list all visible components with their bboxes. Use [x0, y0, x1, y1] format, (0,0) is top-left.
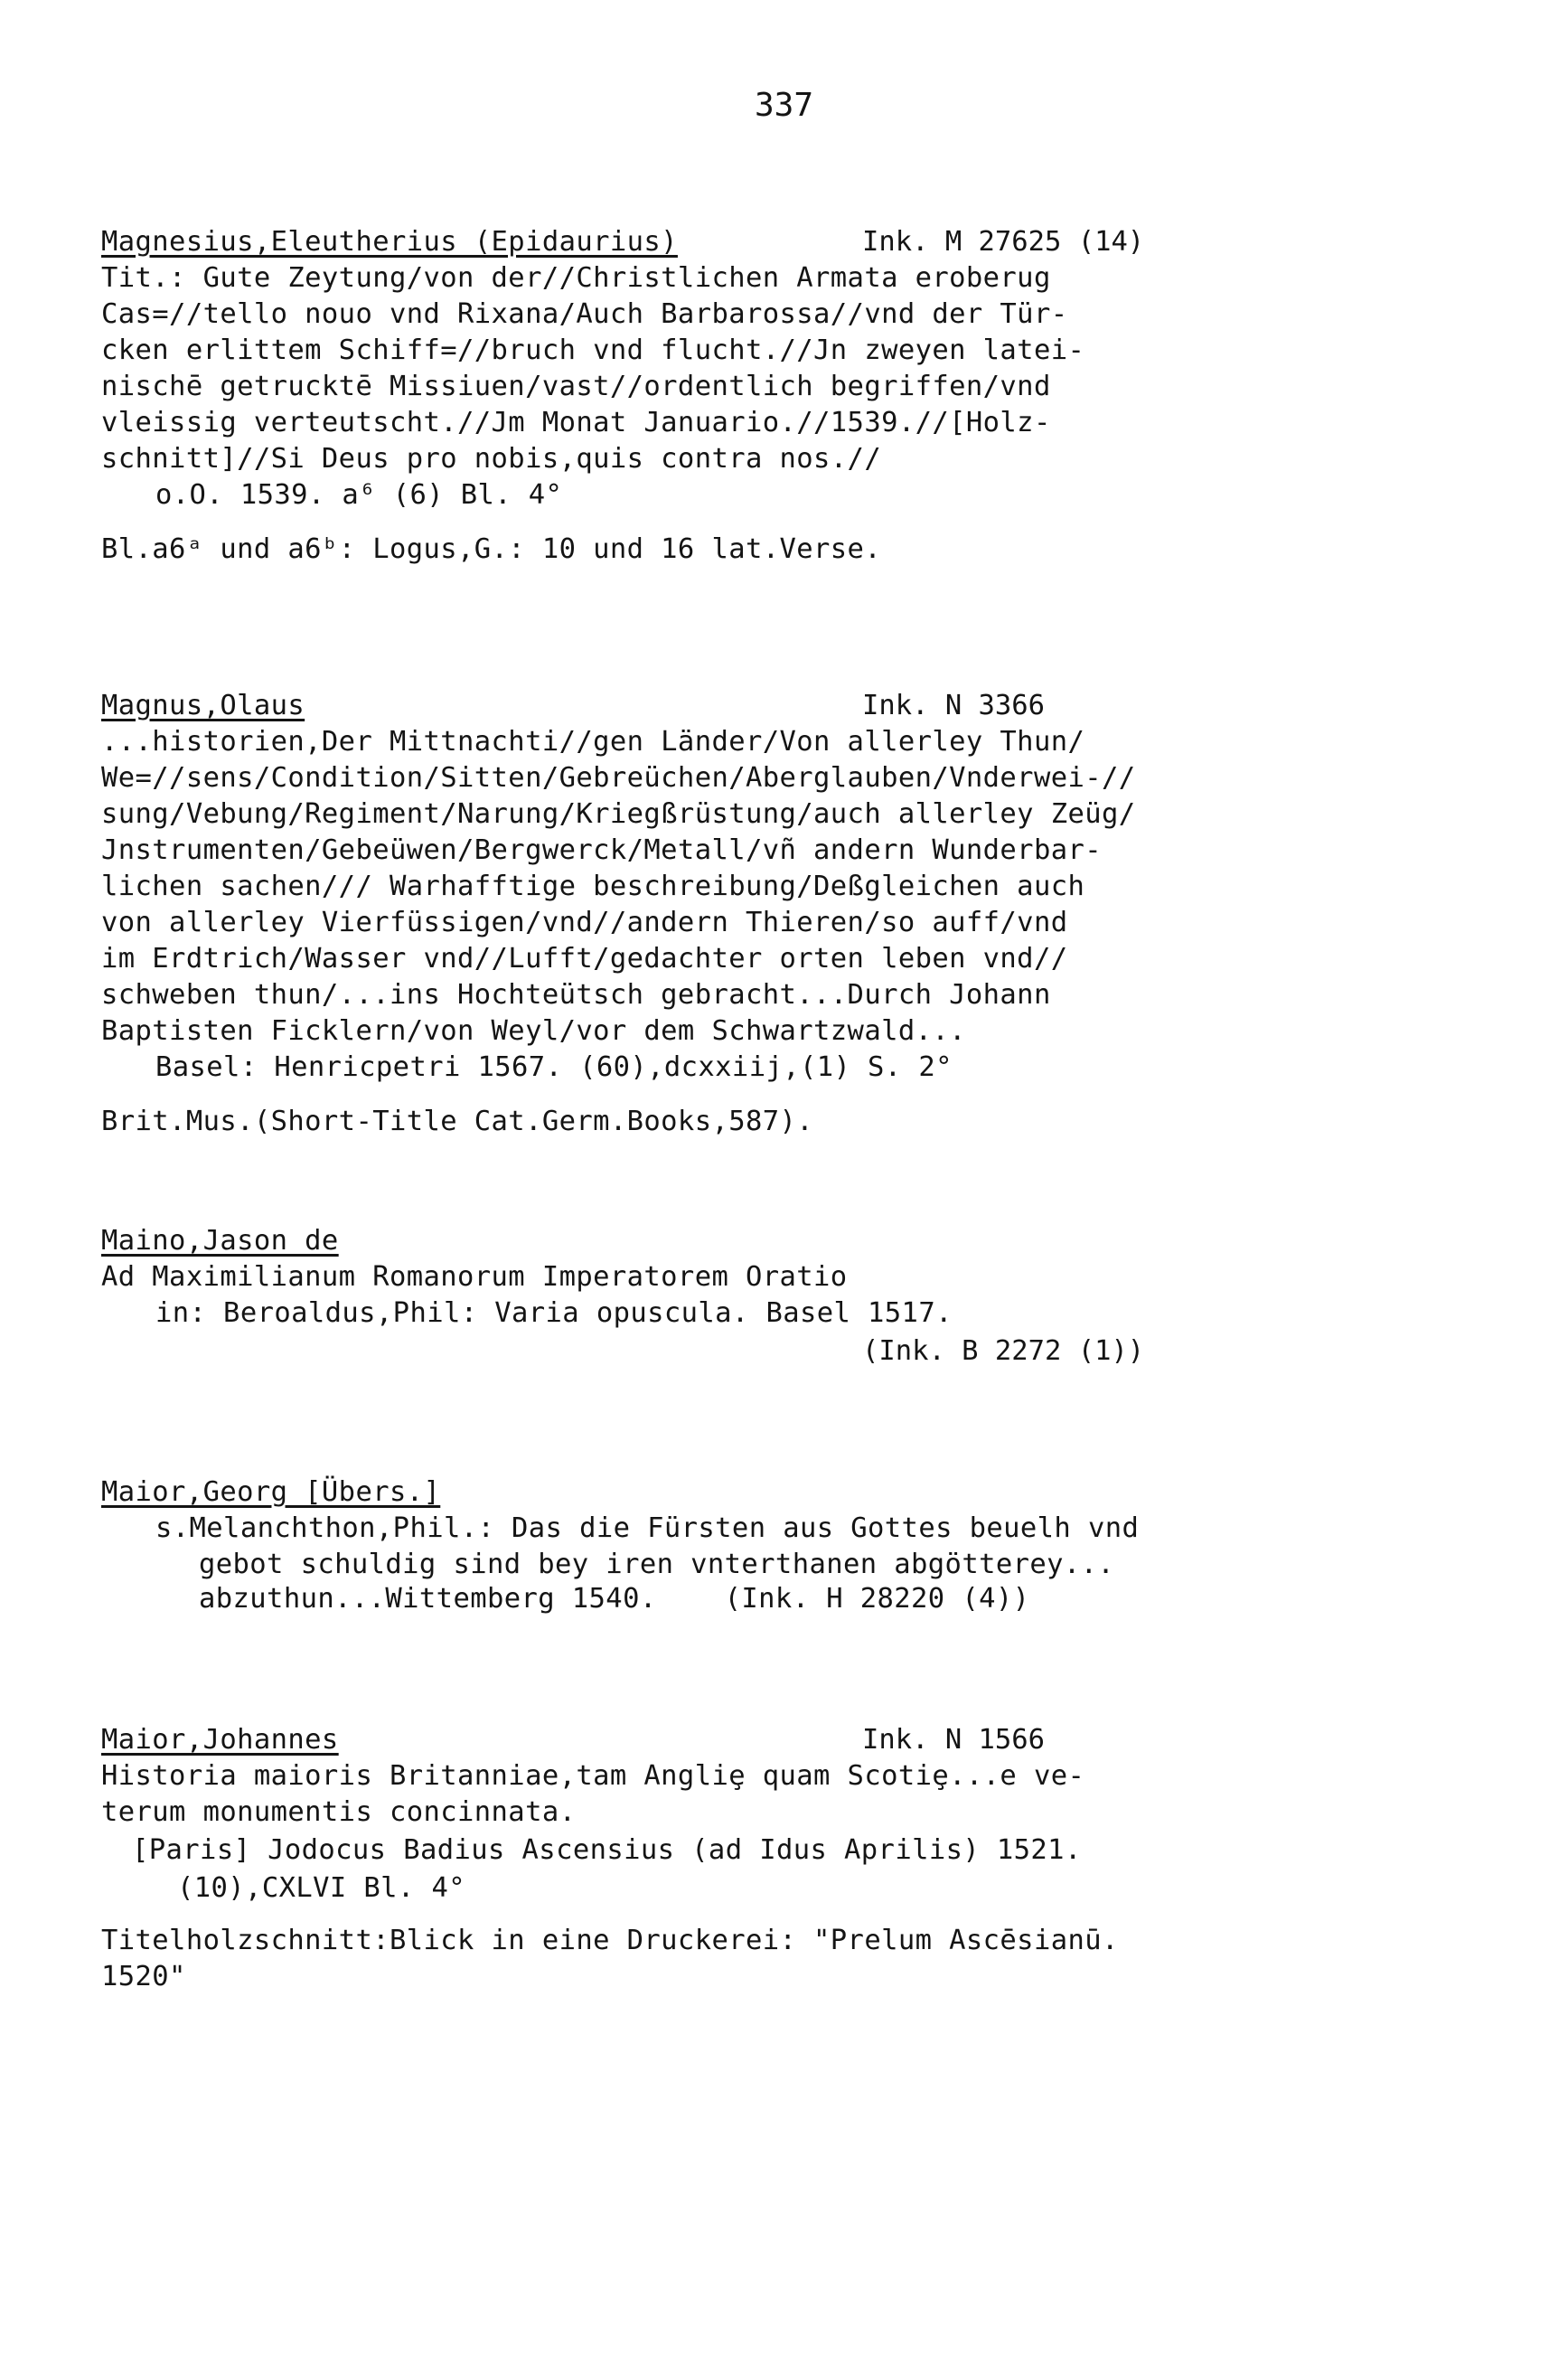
- entry-note: Brit.Mus.(Short-Title Cat.Germ.Books,587).: [101, 1106, 814, 1137]
- entry-line: nischē getrucktē Missiuen/vast//ordentlich begriffen/vnd: [101, 371, 1051, 402]
- entry-line: ...historien,Der Mittnachti//gen Länder/Von allerley Thun/: [101, 726, 1085, 758]
- entry-heading: Maior,Johannes: [101, 1724, 339, 1756]
- entry-note: 1520": [101, 1961, 186, 1992]
- entry-line: schnitt]//Si Deus pro nobis,quis contra nos.//: [101, 443, 882, 475]
- entry-line: vleissig verteutscht.//Jm Monat Januario.//1539.//[Holz-: [101, 407, 1051, 438]
- entry-heading: Maino,Jason de: [101, 1225, 339, 1257]
- entry-heading: Magnesius,Eleutherius (Epidaurius): [101, 226, 678, 258]
- entry-imprint: [Paris] Jodocus Badius Ascensius (ad Idus Aprilis) 1521.: [132, 1834, 1082, 1866]
- entry-sub: abzuthun...Wittemberg 1540. (Ink. H 28220 (4)): [199, 1583, 1030, 1615]
- page-number: 337: [754, 87, 814, 124]
- entry-line: von allerley Vierfüssigen/vnd//andern Thieren/so auff/vnd: [101, 907, 1068, 938]
- entry-line: Baptisten Ficklern/von Weyl/vor dem Schwartzwald...: [101, 1015, 966, 1047]
- entry-note: Bl.a6ᵃ und a6ᵇ: Logus,G.: 10 und 16 lat.Verse.: [101, 533, 882, 565]
- entry-imprint: Basel: Henricpetri 1567. (60),dcxxiij,(1) S. 2°: [155, 1051, 953, 1083]
- entry-sub: in: Beroaldus,Phil: Varia opuscula. Basel 1517.: [155, 1297, 953, 1329]
- entry-line: Tit.: Gute Zeytung/von der//Christlichen Armata eroberug: [101, 262, 1051, 294]
- entry-line: lichen sachen/// Warhafftige beschreibung/Deßgleichen auch: [101, 871, 1085, 902]
- entry-sub: s.Melanchthon,Phil.: Das die Fürsten aus Gottes beuelh vnd: [155, 1512, 1140, 1544]
- entry-line: schweben thun/...ins Hochteütsch gebracht...Durch Johann: [101, 979, 1051, 1011]
- entry-heading: Magnus,Olaus: [101, 690, 305, 721]
- entry-line: Jnstrumenten/Gebeüwen/Bergwerck/Metall/vñ andern Wunderbar-: [101, 834, 1102, 866]
- entry-line: cken erlittem Schiff=//bruch vnd flucht.//Jn zweyen latei-: [101, 334, 1085, 366]
- ink-shelfmark: Ink. M 27625 (14): [862, 226, 1145, 258]
- ink-shelfmark: Ink. N 1566: [862, 1724, 1045, 1756]
- entry-line: We=//sens/Condition/Sitten/Gebreüchen/Aberglauben/Vnderwei-//: [101, 762, 1136, 794]
- entry-line: sung/Vebung/Regiment/Narung/Kriegßrüstung/auch allerley Zeüg/: [101, 798, 1136, 830]
- ink-shelfmark: (Ink. B 2272 (1)): [862, 1335, 1145, 1367]
- entry-line: Historia maioris Britanniae,tam Angliȩ quam Scotiȩ...e ve-: [101, 1760, 1085, 1792]
- entry-sub: gebot schuldig sind bey iren vnterthanen abgötterey...: [199, 1549, 1115, 1580]
- entry-line: im Erdtrich/Wasser vnd//Lufft/gedachter orten leben vnd//: [101, 943, 1068, 975]
- entry-line: Cas=//tello nouo vnd Rixana/Auch Barbarossa//vnd der Tür-: [101, 298, 1068, 330]
- entry-heading: Maior,Georg [Übers.]: [101, 1476, 441, 1508]
- ink-shelfmark: Ink. N 3366: [862, 690, 1045, 721]
- entry-imprint: (10),CXLVI Bl. 4°: [177, 1872, 465, 1904]
- entry-line: Ad Maximilianum Romanorum Imperatorem Oratio: [101, 1261, 848, 1293]
- entry-note: Titelholzschnitt:Blick in eine Druckerei: "Prelum Ascēsianū.: [101, 1925, 1119, 1956]
- entry-line: terum monumentis concinnata.: [101, 1796, 577, 1828]
- entry-imprint: o.O. 1539. a⁶ (6) Bl. 4°: [155, 479, 563, 511]
